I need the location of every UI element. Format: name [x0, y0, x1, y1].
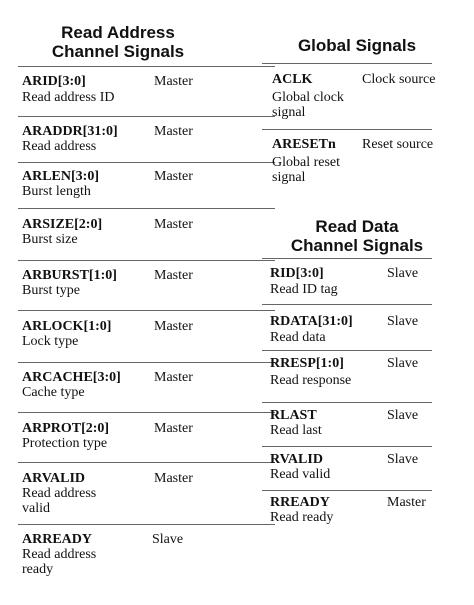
- signal-source: Slave: [387, 314, 419, 329]
- signal-name: RVALID: [270, 452, 323, 467]
- signal-row-rid: [262, 258, 432, 304]
- signal-row-rlast: [262, 402, 432, 446]
- signal-source: Master: [154, 319, 193, 334]
- signal-name: RRESP[1:0]: [270, 356, 344, 371]
- signal-row-aclk: [262, 63, 436, 129]
- signal-source: Master: [154, 74, 193, 89]
- signal-source: Master: [154, 370, 193, 385]
- signal-name: RREADY: [270, 495, 330, 510]
- read-data-title: [262, 217, 452, 255]
- signal-description: Read valid: [270, 467, 331, 482]
- signal-name: ACLK: [272, 72, 313, 87]
- signal-name: ARLEN[3:0]: [22, 169, 99, 184]
- signal-source: Master: [154, 217, 193, 232]
- signal-source: Master: [154, 421, 193, 436]
- signal-name: ARESETn: [272, 137, 336, 152]
- signal-description: Read address valid: [22, 486, 97, 516]
- signal-name: ARSIZE[2:0]: [22, 217, 103, 232]
- read-address-title-line2: Channel Signals: [51, 42, 185, 61]
- signal-description: Read address ready: [22, 547, 97, 577]
- signal-source: Master: [387, 495, 426, 510]
- signal-source: Clock source: [362, 72, 436, 87]
- signal-source: Master: [154, 471, 193, 486]
- read-data-title-line2: Channel Signals: [290, 236, 424, 255]
- signal-row-arsize: [18, 208, 275, 260]
- signal-description: Read last: [270, 423, 322, 438]
- signal-description: Lock type: [22, 334, 79, 349]
- signal-name: ARVALID: [22, 471, 86, 486]
- signal-description: Read ready: [270, 510, 334, 525]
- signal-description: Read address ID: [22, 90, 115, 105]
- signal-row-aresetn: [262, 129, 432, 193]
- signal-name: RLAST: [270, 408, 317, 423]
- signal-description: Read response: [270, 373, 352, 388]
- signal-source: Slave: [387, 408, 419, 423]
- read-data-title-line1: Read Data: [315, 217, 399, 236]
- signal-row-arprot: [18, 412, 275, 462]
- signal-row-araddr: [18, 116, 275, 162]
- signal-source: Master: [154, 124, 193, 139]
- signal-name: ARID[3:0]: [22, 74, 86, 89]
- signal-source: Master: [154, 268, 193, 283]
- signal-source: Slave: [152, 532, 184, 547]
- global-signals-title-text: Global Signals: [297, 36, 417, 55]
- signal-name: ARLOCK[1:0]: [22, 319, 112, 334]
- signal-name: ARPROT[2:0]: [22, 421, 110, 436]
- signal-row-arlen: [18, 162, 275, 208]
- signal-row-rdata: [262, 304, 432, 350]
- signal-description: Burst type: [22, 283, 80, 298]
- signal-name: ARREADY: [22, 532, 92, 547]
- signal-source: Slave: [387, 266, 419, 281]
- signal-row-arvalid: [18, 462, 275, 524]
- signal-row-arready: [18, 524, 275, 584]
- signal-row-rvalid: [262, 446, 432, 490]
- signal-description: Read data: [270, 330, 326, 345]
- read-address-title: [18, 23, 218, 61]
- signal-source: Slave: [387, 356, 419, 371]
- signal-name: RID[3:0]: [270, 266, 324, 281]
- signal-description: Burst length: [22, 184, 91, 199]
- signal-name: ARCACHE[3:0]: [22, 370, 121, 385]
- signal-description: Protection type: [22, 436, 108, 451]
- signal-description: Burst size: [22, 232, 78, 247]
- signal-source: Reset source: [362, 137, 434, 152]
- signal-name: RDATA[31:0]: [270, 314, 353, 329]
- signal-name: ARADDR[31:0]: [22, 124, 118, 139]
- signal-name: ARBURST[1:0]: [22, 268, 117, 283]
- signal-source: Master: [154, 169, 193, 184]
- signal-description: Global reset signal: [272, 155, 341, 185]
- signal-description: Global clock signal: [272, 90, 344, 120]
- signal-row-arid: [18, 66, 275, 116]
- signal-row-arburst: [18, 260, 275, 310]
- signal-description: Read ID tag: [270, 282, 338, 297]
- signal-row-arlock: [18, 310, 275, 362]
- signal-row-rresp: [262, 350, 432, 402]
- signal-row-rready: [262, 490, 432, 536]
- global-signals-title: [262, 36, 452, 55]
- signal-source: Slave: [387, 452, 419, 467]
- signal-row-arcache: [18, 362, 275, 412]
- signal-description: Read address: [22, 139, 97, 154]
- signal-description: Cache type: [22, 385, 85, 400]
- read-address-title-line1: Read Address: [61, 23, 175, 42]
